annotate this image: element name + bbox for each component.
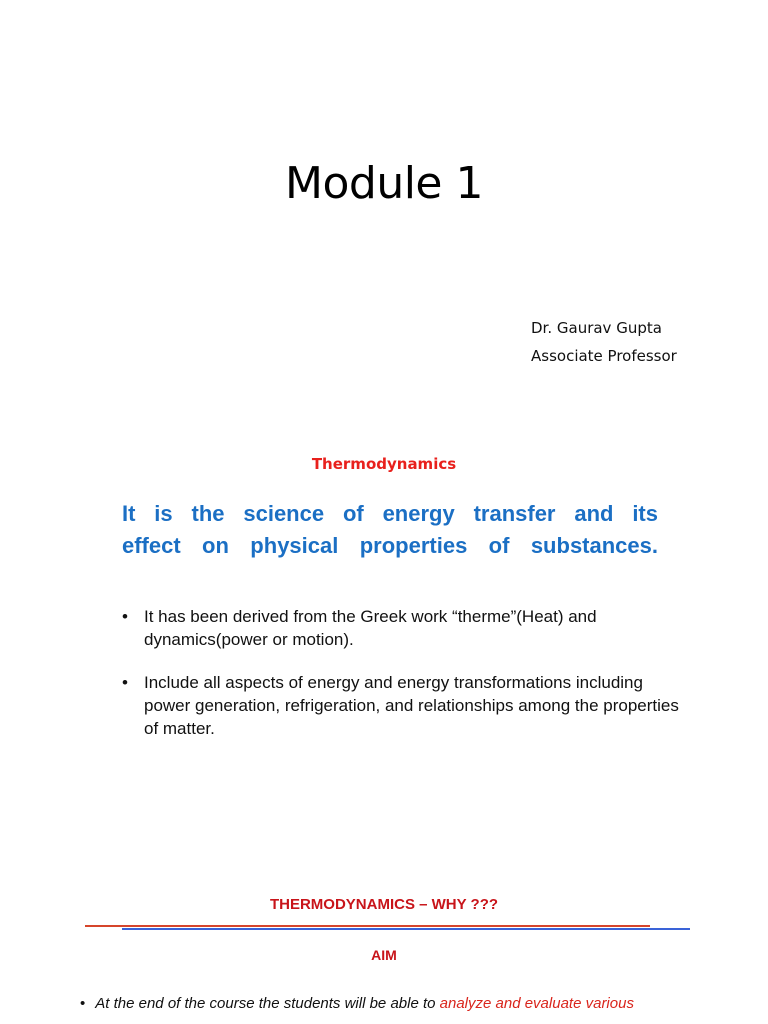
divider-blue: [122, 928, 690, 930]
aim-text: [80, 990, 700, 1018]
bullet-text: Include all aspects of energy and energy transformations including power generation, refrigeration, and relationships among the properties of matter.: [144, 673, 679, 738]
slide-1: [0, 0, 768, 430]
slide-3: [0, 850, 768, 1024]
bullet-icon: •: [122, 673, 128, 692]
bullet-text: It has been derived from the Greek work “therme”(Heat) and dynamics(power or motion).: [144, 607, 597, 649]
author-name: Dr. Gaurav Gupta: [531, 319, 662, 337]
divider-red: [85, 925, 650, 927]
bullet-list: [122, 605, 682, 740]
definition-line-2: effect on physical properties of substances.: [122, 533, 658, 558]
list-item: [122, 671, 682, 740]
slide-2: [0, 430, 768, 850]
list-item: [122, 605, 682, 651]
aim-text-highlight: analyze and evaluate various: [439, 995, 634, 1012]
aim-heading: AIM: [371, 947, 397, 963]
thermodynamics-heading: Thermodynamics: [311, 455, 457, 473]
definition-line-1: It is the science of energy transfer and its: [122, 501, 658, 526]
bullet-icon: •: [122, 607, 128, 626]
why-heading: THERMODYNAMICS – WHY ???: [269, 896, 499, 913]
aim-text-plain: At the end of the course the students will be able to: [95, 995, 436, 1012]
module-title: Module 1: [285, 158, 483, 209]
author-role: Associate Professor: [531, 347, 677, 365]
definition-text: [122, 498, 658, 562]
bullet-icon: •: [80, 995, 86, 1012]
